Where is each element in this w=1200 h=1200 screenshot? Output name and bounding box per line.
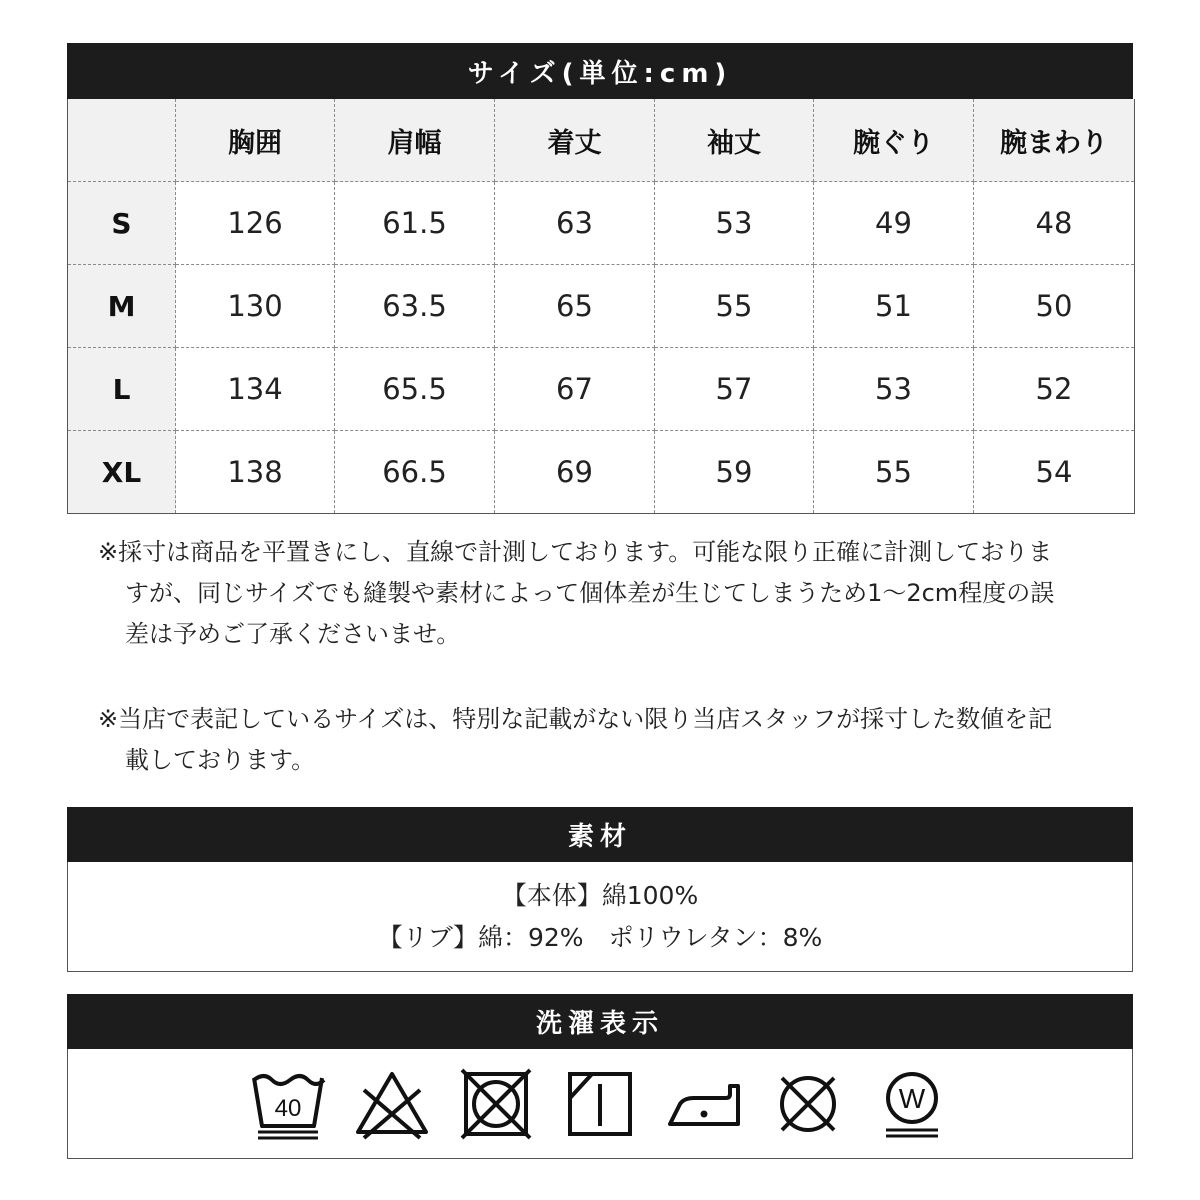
material-section-header <box>67 807 1133 862</box>
table-cell: 65.5 <box>335 348 495 431</box>
size-table-header-row <box>68 99 1135 182</box>
note-text: ※採寸は商品を平置きにし、直線で計測しております。可能な限り正確に計測しておりますが、同じサイズでも縫製や素材によって個体差が生じてしまうため1〜2cm程度の誤差は予めご了承くださいませ。 <box>98 538 1055 648</box>
table-cell: 53 <box>814 348 974 431</box>
table-cell: 138 <box>176 431 335 514</box>
table-row <box>68 431 1135 514</box>
table-cell: 63.5 <box>335 265 495 348</box>
no-dryclean-icon <box>756 1068 860 1140</box>
table-cell: 126 <box>176 182 335 265</box>
line-dry-icon <box>548 1068 652 1140</box>
care-section-title: 洗濯表示 <box>535 1009 664 1039</box>
table-row <box>68 348 1135 431</box>
table-cell: 50 <box>974 265 1135 348</box>
column-header-arm-circumference: 腕まわり <box>974 99 1135 182</box>
material-box <box>67 862 1133 972</box>
wet-clean-letter: W <box>898 1082 926 1114</box>
wash-tub-40-icon <box>236 1068 340 1140</box>
size-label: M <box>68 265 176 348</box>
table-cell: 61.5 <box>335 182 495 265</box>
size-note <box>98 699 1058 781</box>
table-cell: 48 <box>974 182 1135 265</box>
size-label: S <box>68 182 176 265</box>
measurement-note <box>98 532 1058 655</box>
table-cell: 130 <box>176 265 335 348</box>
no-tumble-dry-icon <box>444 1068 548 1140</box>
table-cell: 63 <box>495 182 655 265</box>
size-section-title: サイズ(単位:cm) <box>467 58 733 89</box>
table-cell: 49 <box>814 182 974 265</box>
table-cell: 67 <box>495 348 655 431</box>
column-header-sleeve: 袖丈 <box>655 99 814 182</box>
table-cell: 59 <box>655 431 814 514</box>
table-cell: 57 <box>655 348 814 431</box>
table-row <box>68 182 1135 265</box>
care-symbols-box <box>67 1049 1133 1159</box>
table-cell: 55 <box>814 431 974 514</box>
column-header-chest: 胸囲 <box>176 99 335 182</box>
wash-temperature-text: 40 <box>274 1094 302 1122</box>
table-cell: 66.5 <box>335 431 495 514</box>
material-line-rib: 【リブ】綿：92% ポリウレタン：8% <box>377 922 823 952</box>
wet-clean-icon <box>860 1068 964 1140</box>
column-header-length: 着丈 <box>495 99 655 182</box>
table-cell: 53 <box>655 182 814 265</box>
care-section-header <box>67 994 1133 1049</box>
material-line-body: 【本体】綿100% <box>501 880 699 910</box>
table-cell: 55 <box>655 265 814 348</box>
size-label: XL <box>68 431 176 514</box>
note-text: ※当店で表記しているサイズは、特別な記載がない限り当店スタッフが採寸した数値を記載しております。 <box>98 705 1053 774</box>
table-cell: 52 <box>974 348 1135 431</box>
no-bleach-icon <box>340 1068 444 1140</box>
table-cell: 54 <box>974 431 1135 514</box>
material-section-title: 素材 <box>567 822 632 852</box>
size-table-corner-cell <box>68 99 176 182</box>
column-header-armhole: 腕ぐり <box>814 99 974 182</box>
size-label: L <box>68 348 176 431</box>
size-section-header <box>67 43 1133 99</box>
table-cell: 65 <box>495 265 655 348</box>
size-table <box>67 99 1135 514</box>
table-row <box>68 265 1135 348</box>
table-cell: 69 <box>495 431 655 514</box>
table-cell: 51 <box>814 265 974 348</box>
iron-low-icon <box>652 1068 756 1140</box>
column-header-shoulder: 肩幅 <box>335 99 495 182</box>
table-cell: 134 <box>176 348 335 431</box>
